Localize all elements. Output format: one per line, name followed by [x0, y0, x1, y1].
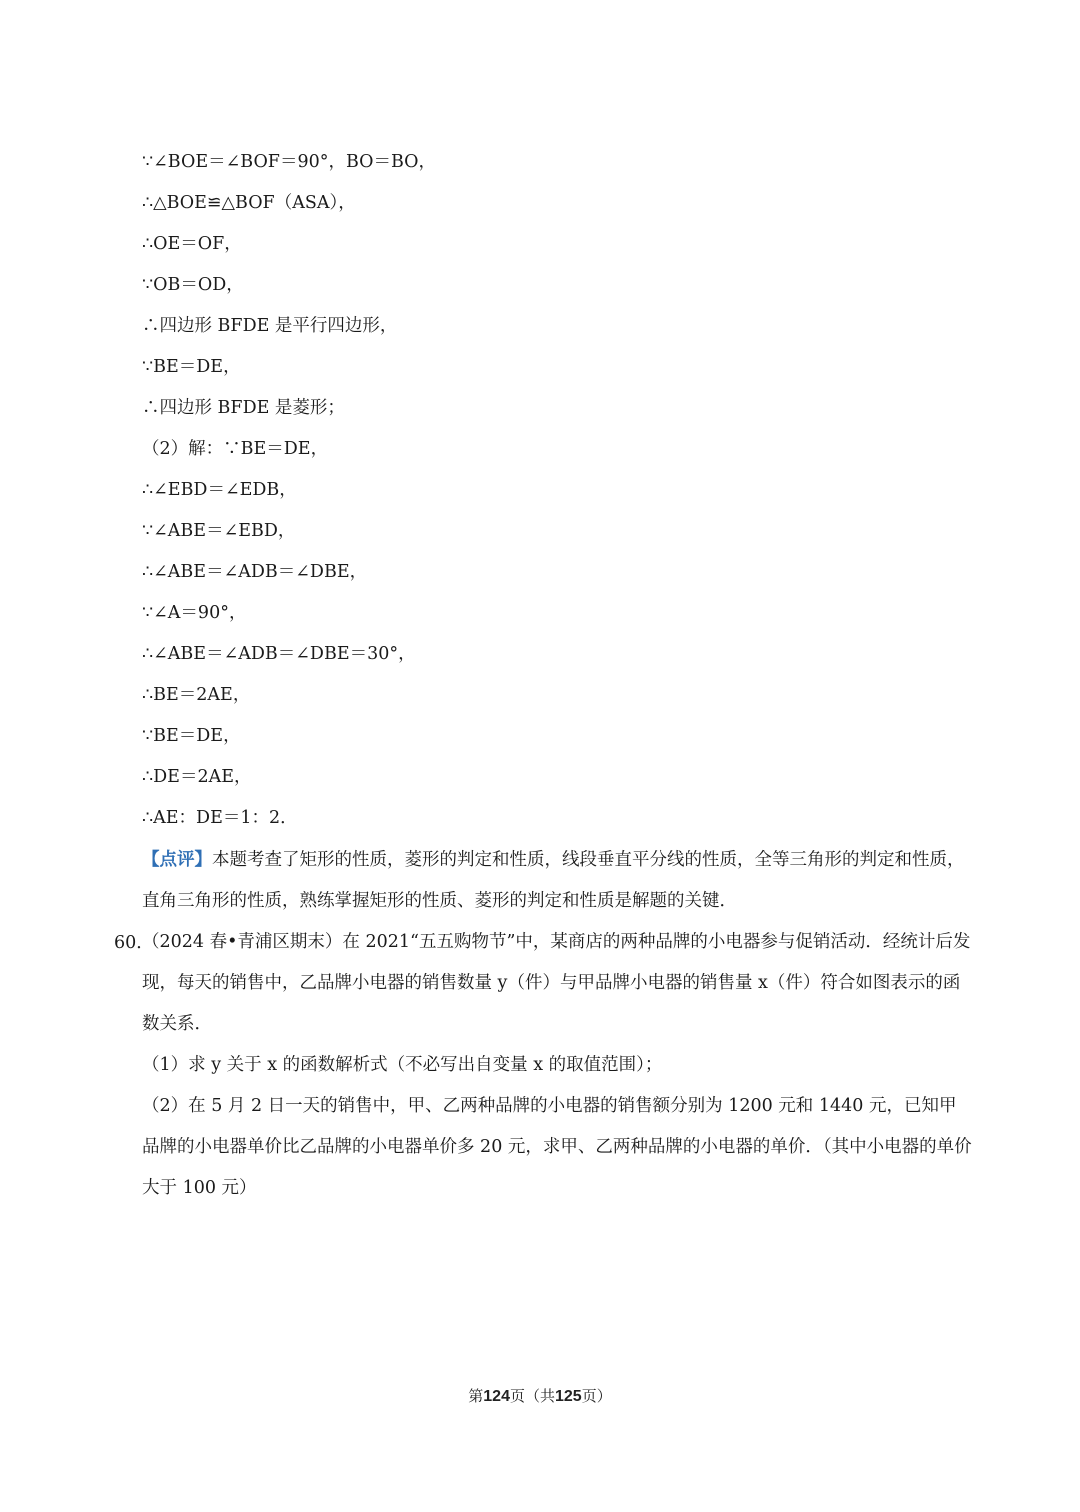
footer-current-page: 124 [483, 1388, 510, 1405]
solution-line: ∴AE：DE＝1：2． [142, 808, 298, 828]
solution-line: ∵BE＝DE， [142, 726, 241, 746]
footer-middle: 页（共 [509, 1387, 555, 1405]
footer-prefix: 第 [468, 1387, 484, 1405]
solution-line: ∴∠EBD＝∠EDB， [142, 480, 297, 500]
solution-line: ∴∠ABE＝∠ADB＝∠DBE＝30°， [142, 644, 416, 664]
question-number: 60． [114, 933, 154, 953]
solution-line: ∴四边形 BFDE 是平行四边形， [142, 316, 398, 336]
page-footer [0, 1386, 1080, 1407]
solution-line: ∵∠A＝90°， [142, 603, 247, 623]
question-part-2: （2）在 5 月 2 日一天的销售中，甲、乙两种品牌的小电器的销售额分别为 1200 元和 1440 元，已知甲品牌的小电器单价比乙品牌的小电器单价多 20 元，求甲、乙两种品牌的小电器的单价．（其中小电器的单价大于 100 元） [142, 1096, 972, 1198]
solution-line: ∵∠BOE＝∠BOF＝90°，BO＝BO， [142, 152, 437, 172]
question-stem: （2024 春•青浦区期末）在 2021“五五购物节”中，某商店的两种品牌的小电器参与促销活动．经统计后发现，每天的销售中，乙品牌小电器的销售数量 y（件）与甲品牌小电器的销售量 x（件）符合如图表示的函数关系． [142, 932, 971, 1034]
comment-text: 本题考查了矩形的性质，菱形的判定和性质，线段垂直平分线的性质，全等三角形的判定和性质，直角三角形的性质，熟练掌握矩形的性质、菱形的判定和性质是解题的关键． [142, 850, 965, 911]
comment-tag: 【点评】 [142, 850, 212, 870]
comment-paragraph [142, 840, 972, 922]
solution-line: ∴四边形 BFDE 是菱形； [142, 398, 345, 418]
solution-line: ∵OB＝OD， [142, 275, 244, 295]
question-part-1: （1）求 y 关于 x 的函数解析式（不必写出自变量 x 的取值范围）； [142, 1055, 663, 1075]
solution-line: ∵BE＝DE， [142, 357, 241, 377]
solution-line: ∴OE＝OF， [142, 234, 242, 254]
solution-line: （2）解：∵BE＝DE， [142, 439, 329, 459]
solution-line: ∴∠ABE＝∠ADB＝∠DBE， [142, 562, 368, 582]
solution-line: ∴BE＝2AE， [142, 685, 251, 705]
footer-suffix: 页） [581, 1387, 612, 1405]
solution-line: ∴△BOE≌△BOF（ASA）， [142, 193, 356, 213]
solution-line: ∵∠ABE＝∠EBD， [142, 521, 296, 541]
footer-total-pages: 125 [555, 1388, 582, 1405]
solution-line: ∴DE＝2AE， [142, 767, 252, 787]
